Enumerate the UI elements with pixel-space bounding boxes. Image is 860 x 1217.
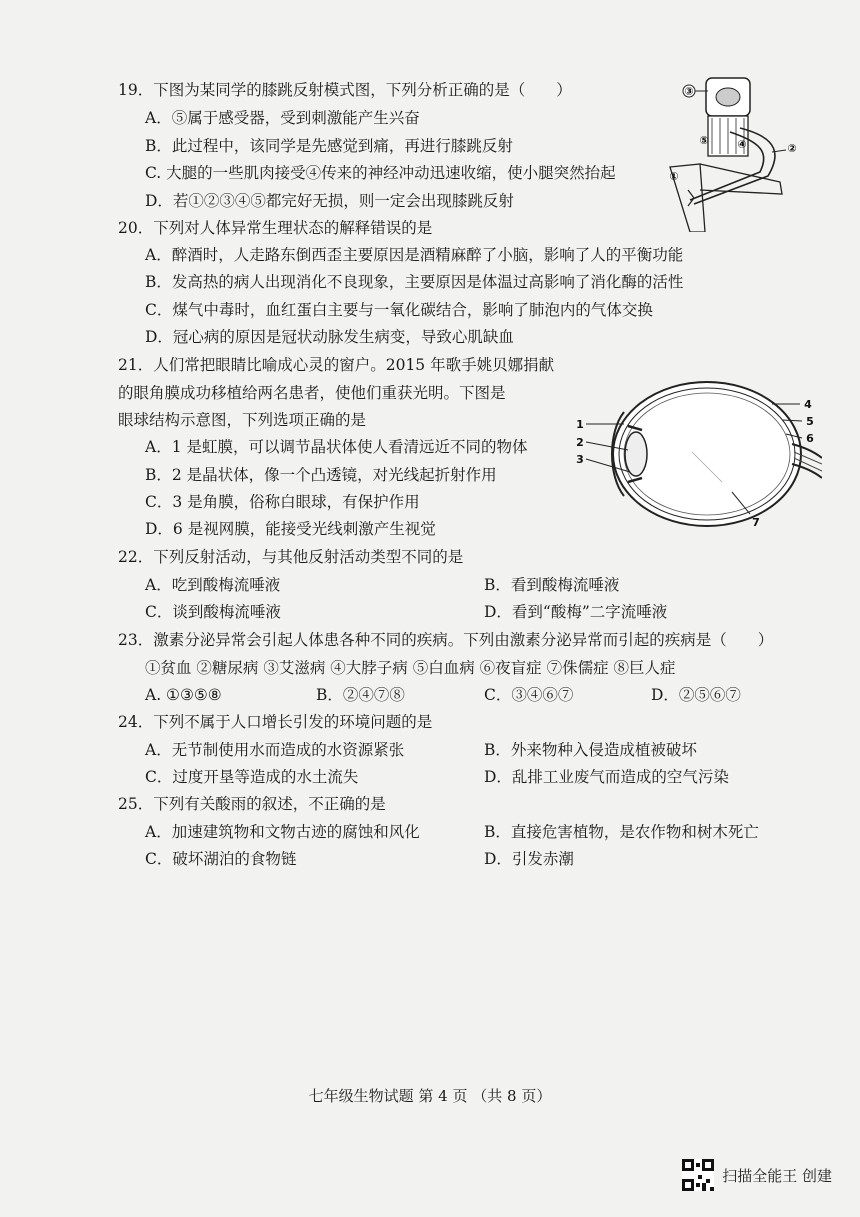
q25-option-a: A．加速建筑物和文物古迹的腐蚀和风化 xyxy=(145,823,420,841)
q19-label-3: ③ xyxy=(684,85,694,98)
q21-stem-line3: 眼球结构示意图，下列选项正确的是 xyxy=(118,411,367,429)
q23-items: ①贫血 ②糖尿病 ③艾滋病 ④大脖子病 ⑤白血病 ⑥夜盲症 ⑦侏儒症 ⑧巨人症 xyxy=(145,659,676,677)
qr-code-icon xyxy=(682,1159,714,1191)
eyeball-figure xyxy=(572,372,822,537)
q25-stem: 25．下列有关酸雨的叙述，不正确的是 xyxy=(118,795,386,813)
q22-option-a: A．吃到酸梅流唾液 xyxy=(145,576,281,594)
eye-label-5: 5 xyxy=(806,415,814,428)
q25-option-b: B．直接危害植物，是农作物和树木死亡 xyxy=(484,823,759,841)
q24-option-a: A．无节制使用水而造成的水资源紧张 xyxy=(145,741,405,759)
q25-option-d: D．引发赤潮 xyxy=(484,850,574,868)
q22-stem: 22．下列反射活动，与其他反射活动类型不同的是 xyxy=(118,548,464,566)
q25-option-c: C．破坏湖泊的食物链 xyxy=(145,850,297,868)
q24-stem: 24．下列不属于人口增长引发的环境问题的是 xyxy=(118,713,433,731)
q23-option-b: B．②④⑦⑧ xyxy=(316,686,405,704)
q19-label-1: ① xyxy=(669,170,679,183)
q20-option-d: D．冠心病的原因是冠状动脉发生病变，导致心肌缺血 xyxy=(145,328,514,346)
q19-option-b: B．此过程中，该同学是先感觉到痛，再进行膝跳反射 xyxy=(145,137,513,155)
q19-option-d: D．若①②③④⑤都完好无损，则一定会出现膝跳反射 xyxy=(145,192,514,210)
q21-option-c: C．3 是角膜，俗称白眼球，有保护作用 xyxy=(145,493,420,511)
q21-option-a: A．1 是虹膜，可以调节晶状体使人看清远近不同的物体 xyxy=(145,438,528,456)
q23-option-d: D．②⑤⑥⑦ xyxy=(651,686,741,704)
q19-label-4: ④ xyxy=(737,138,747,151)
eye-label-3: 3 xyxy=(576,453,584,466)
page-footer: 七年级生物试题 第 4 页 （共 8 页） xyxy=(308,1087,552,1105)
scanner-watermark xyxy=(682,1159,832,1191)
q22-option-b: B．看到酸梅流唾液 xyxy=(484,576,620,594)
q22-option-c: C．谈到酸梅流唾液 xyxy=(145,603,281,621)
q21-stem-line2: 的眼角膜成功移植给两名患者，使他们重获光明。下图是 xyxy=(118,384,506,402)
q21-option-d: D．6 是视网膜，能接受光线刺激产生视觉 xyxy=(145,520,436,538)
q19-label-5: ⑤ xyxy=(699,134,709,147)
q24-option-d: D．乱排工业废气而造成的空气污染 xyxy=(484,768,729,786)
q23-stem: 23．激素分泌异常会引起人体患各种不同的疾病。下列由激素分泌异常而引起的疾病是（ ） xyxy=(118,631,774,649)
q23-option-c: C．③④⑥⑦ xyxy=(484,686,574,704)
eye-label-6: 6 xyxy=(806,432,814,445)
q20-stem: 20．下列对人体异常生理状态的解释错误的是 xyxy=(118,219,433,237)
q24-option-c: C．过度开垦等造成的水土流失 xyxy=(145,768,359,786)
eye-label-1: 1 xyxy=(576,418,584,431)
q22-option-d: D．看到“酸梅”二字流唾液 xyxy=(484,603,668,621)
q21-stem-line1: 21．人们常把眼睛比喻成心灵的窗户。2015 年歌手姚贝娜捐献 xyxy=(118,356,555,374)
q21-option-b: B．2 是晶状体，像一个凸透镜，对光线起折射作用 xyxy=(145,466,497,484)
watermark-text: 扫描全能王 创建 xyxy=(722,1166,832,1185)
q19-stem: 19．下图为某同学的膝跳反射模式图，下列分析正确的是（ ） xyxy=(118,81,572,99)
eye-label-2: 2 xyxy=(576,436,584,449)
knee-reflex-figure xyxy=(660,72,810,232)
q20-option-c: C．煤气中毒时，血红蛋白主要与一氧化碳结合，影响了肺泡内的气体交换 xyxy=(145,301,653,319)
eye-label-4: 4 xyxy=(804,398,812,411)
q19-option-c: C. 大腿的一些肌肉接受④传来的神经冲动迅速收缩，使小腿突然抬起 xyxy=(145,164,616,182)
q23-option-a: A. ①③⑤⑧ xyxy=(145,686,222,704)
q19-label-2: ② xyxy=(787,142,797,155)
q24-option-b: B．外来物种入侵造成植被破坏 xyxy=(484,741,697,759)
q19-option-a: A．⑤属于感受器，受到刺激能产生兴奋 xyxy=(145,109,420,127)
q20-option-b: B．发高热的病人出现消化不良现象，主要原因是体温过高影响了消化酶的活性 xyxy=(145,273,684,291)
eye-label-7: 7 xyxy=(752,516,760,529)
q20-option-a: A．醉酒时，人走路东倒西歪主要原因是酒精麻醉了小脑，影响了人的平衡功能 xyxy=(145,246,684,264)
